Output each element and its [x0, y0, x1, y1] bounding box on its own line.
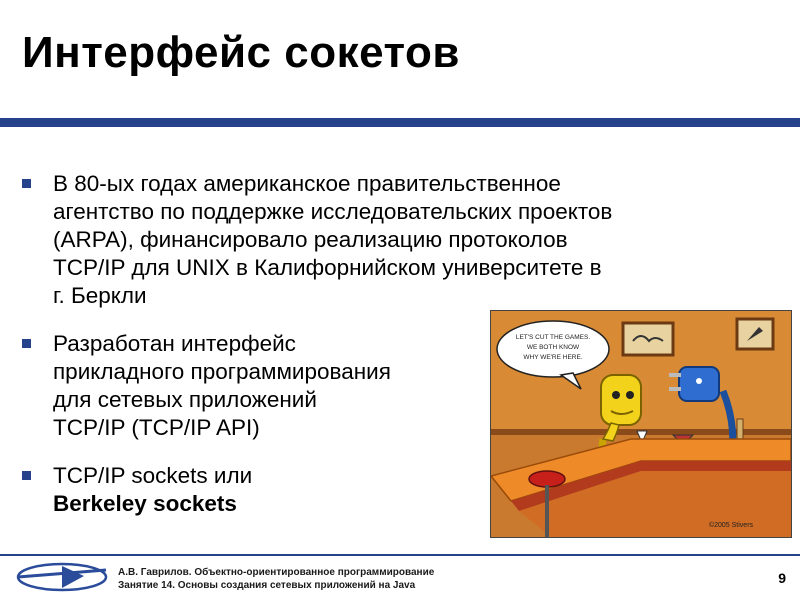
bullet-line: Разработан интерфейс — [53, 331, 296, 356]
bullet-line: TCP/IP (TCP/IP API) — [53, 415, 260, 440]
title-divider — [0, 118, 800, 127]
bullet-line: TCP/IP для UNIX в Калифорнийском университете в — [53, 255, 602, 280]
course-logo-icon — [14, 560, 110, 599]
bullet-line: (ARPA), финансировало реализацию протоколов — [53, 227, 568, 252]
bullet-square-icon — [22, 339, 31, 348]
bullet-line: В 80-ых годах американское правительственное — [53, 171, 561, 196]
bullet-line-bold: Berkeley sockets — [53, 491, 237, 516]
footer-line2: Занятие 14. Основы создания сетевых приложений на Java — [118, 580, 416, 591]
bullet-text — [53, 330, 391, 442]
speech-line: LET'S CUT THE GAMES. — [515, 334, 591, 341]
cartoon-svg — [491, 311, 791, 537]
bullet-text — [53, 462, 252, 518]
footer-text — [118, 566, 434, 592]
footer-divider — [0, 554, 800, 556]
bullet-line: TCP/IP sockets или — [53, 463, 253, 488]
bullet-line: прикладного программирования — [53, 359, 391, 384]
bullet-square-icon — [22, 179, 31, 188]
slide-title: Интерфейс сокетов — [22, 28, 460, 77]
bullet-square-icon — [22, 471, 31, 480]
bullet-line: агентство по поддержке исследовательских проектов — [53, 199, 613, 224]
speech-line: WHY WE'RE HERE. — [523, 354, 583, 361]
cartoon-signature: ©2005 Stivers — [708, 522, 754, 529]
footer-line1: А.В. Гаврилов. Объектно-ориентированное программирование — [118, 567, 435, 578]
speech-line: WE BOTH KNOW — [526, 344, 580, 351]
page-number: 9 — [778, 570, 786, 586]
bullet-line: для сетевых приложений — [53, 387, 317, 412]
bullet-text — [53, 170, 612, 310]
bullet-line: г. Беркли — [53, 283, 147, 308]
cartoon-illustration — [490, 310, 792, 538]
